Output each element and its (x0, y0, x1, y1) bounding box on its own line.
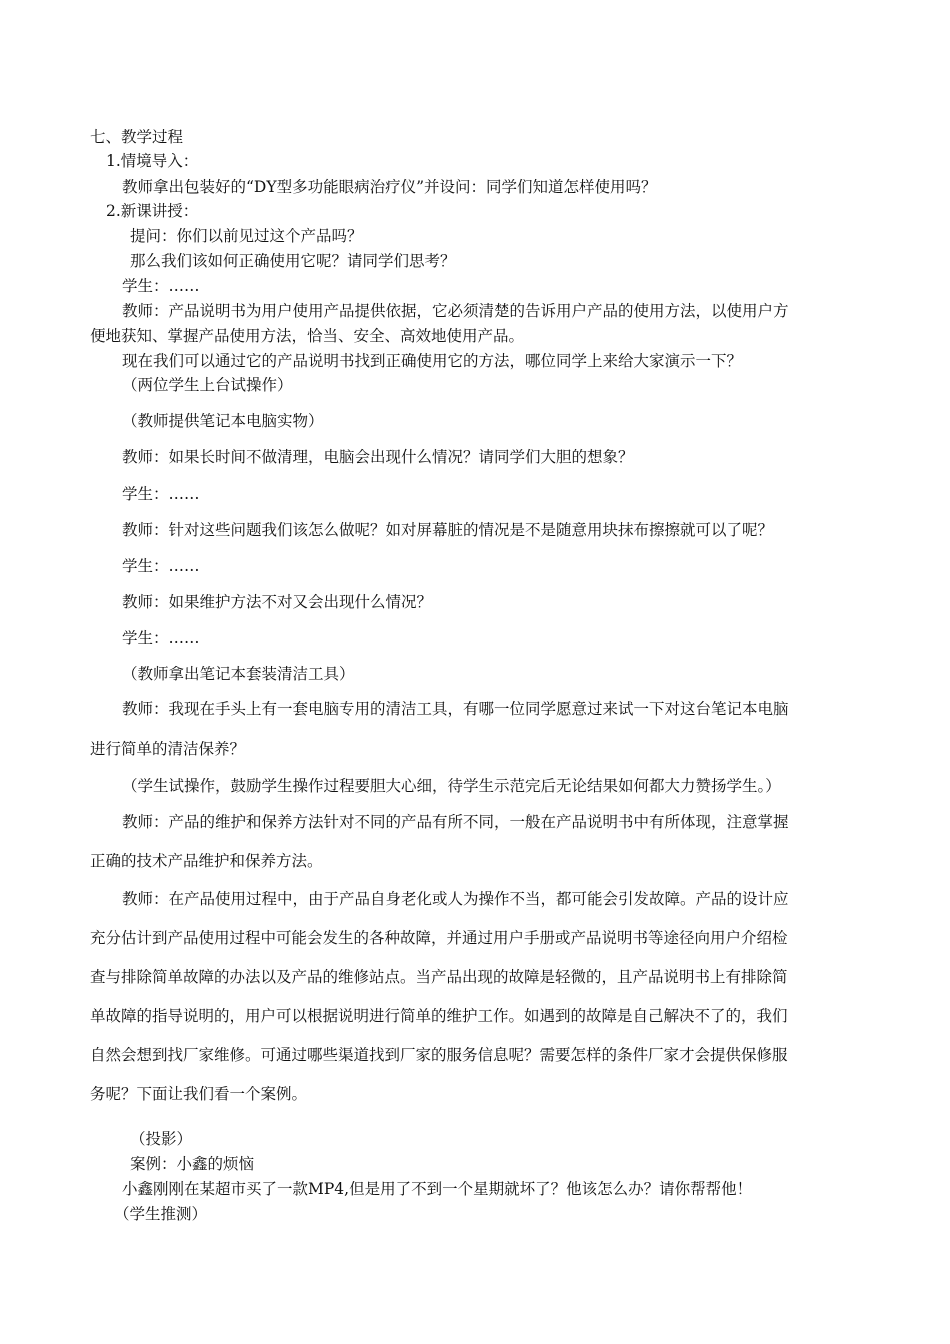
text-line: 学生：…… (122, 557, 200, 575)
text-line: （投影） (130, 1130, 193, 1148)
text-line: 充分估计到产品使用过程中可能会发生的各种故障，并通过用户手册或产品说明书等途径向用户介绍检 (90, 929, 788, 947)
text-line: 提问：你们以前见过这个产品吗？ (130, 227, 363, 245)
text-line: （教师拿出笔记本套装清洁工具） (122, 665, 355, 683)
text-line: 便地获知、掌握产品使用方法，恰当、安全、高效地使用产品。 (90, 327, 525, 345)
text-line: 教师：针对这些问题我们该怎么做呢？如对屏幕脏的情况是不是随意用块抹布擦擦就可以了呢？ (122, 521, 774, 539)
text-line: 教师：产品的维护和保养方法针对不同的产品有所不同，一般在产品说明书中有所体现，注意掌握 (122, 813, 789, 831)
text-line: 教师：产品说明书为用户使用产品提供依据，它必须清楚的告诉用户产品的使用方法，以使用户方 (122, 302, 789, 320)
text-line: 那么我们该如何正确使用它呢？请同学们思考？ (130, 252, 456, 270)
section-heading: 七、教学过程 (90, 128, 184, 146)
text-line: 教师：我现在手头上有一套电脑专用的清洁工具，有哪一位同学愿意过来试一下对这台笔记本电脑 (122, 700, 789, 718)
text-line: 案例：小鑫的烦恼 (130, 1155, 255, 1173)
text-line: （学生推测） (114, 1205, 208, 1223)
text-line: 自然会想到找厂家维修。可通过哪些渠道找到厂家的服务信息呢？需要怎样的条件厂家才会提供保修服 (90, 1046, 788, 1064)
text-line: （教师提供笔记本电脑实物） (122, 412, 324, 430)
text-line: （两位学生上台试操作） (122, 376, 293, 394)
step-heading-1: 1.情境导入： (106, 152, 199, 170)
text-line: 查与排除简单故障的办法以及产品的维修站点。当产品出现的故障是轻微的，且产品说明书上有排除简 (90, 968, 788, 986)
text-line: 教师：在产品使用过程中，由于产品自身老化或人为操作不当，都可能会引发故障。产品的设计应 (122, 890, 789, 908)
text-line: 教师拿出包装好的“DY型多功能眼病治疗仪”并设问：同学们知道怎样使用吗？ (122, 178, 657, 196)
text-line: 进行简单的清洁保养？ (90, 740, 246, 758)
text-line: （学生试操作，鼓励学生操作过程要胆大心细，待学生示范完后无论结果如何都大力赞扬学生。） (122, 777, 781, 795)
text-line: 现在我们可以通过它的产品说明书找到正确使用它的方法，哪位同学上来给大家演示一下？ (122, 352, 743, 370)
step-heading-2: 2.新课讲授： (106, 202, 199, 220)
text-line: 学生：…… (122, 485, 200, 503)
text-line: 务呢？下面让我们看一个案例。 (90, 1085, 308, 1103)
text-line: 正确的技术产品维护和保养方法。 (90, 852, 323, 870)
text-line: 教师：如果长时间不做清理，电脑会出现什么情况？请同学们大胆的想象？ (122, 448, 634, 466)
text-line: 单故障的指导说明的，用户可以根据说明进行简单的维护工作。如遇到的故障是自己解决不了的，我们 (90, 1007, 788, 1025)
text-line: 学生：…… (122, 629, 200, 647)
text-line: 小鑫刚刚在某超市买了一款MP4,但是用了不到一个星期就坏了？他该怎么办？请你帮帮他！ (122, 1180, 753, 1198)
text-line: 教师：如果维护方法不对又会出现什么情况？ (122, 593, 433, 611)
text-line: 学生：…… (122, 277, 200, 295)
